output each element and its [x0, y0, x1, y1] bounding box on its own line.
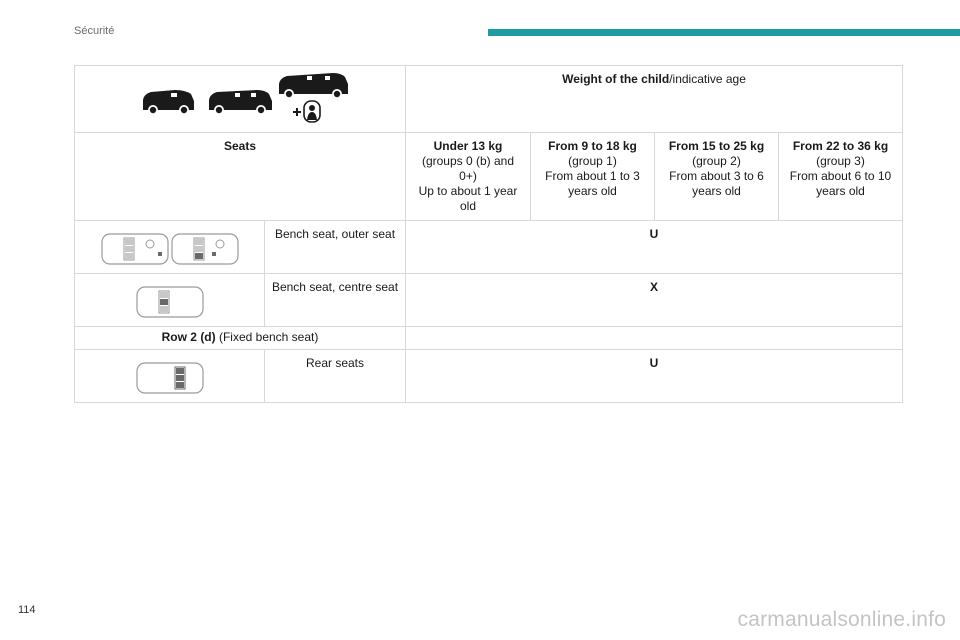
page-number: 114	[18, 604, 36, 616]
seat-layout-icon	[135, 285, 205, 319]
weight-header-bold: Weight of the child	[562, 72, 670, 86]
column-title: Under 13 kg	[433, 139, 503, 153]
vehicle-icons-cell	[75, 66, 406, 132]
child-seat-icon	[293, 101, 320, 122]
table-section-row	[75, 327, 903, 350]
column-age: From about 3 to 6 years old	[669, 169, 764, 198]
column-age: From about 1 to 3 years old	[545, 169, 640, 198]
column-age: Up to about 1 year old	[418, 184, 518, 213]
van-icons-group	[75, 66, 406, 132]
column-title: From 15 to 25 kg	[668, 139, 765, 153]
column-group: (group 1)	[568, 154, 617, 168]
column-group: (group 2)	[692, 154, 741, 168]
seat-value-cell: U	[406, 350, 903, 402]
weight-header-rest: /indicative age	[669, 72, 746, 86]
section-title: Sécurité	[74, 25, 115, 37]
van-icon	[279, 73, 348, 99]
weight-header-cell	[406, 66, 903, 132]
seat-layout-cell	[75, 274, 265, 326]
child-seat-table	[74, 65, 903, 403]
seats-label-cell: Seats	[75, 133, 406, 220]
seat-value-cell: X	[406, 274, 903, 326]
column-9-18kg	[531, 133, 655, 220]
column-group: (group 3)	[816, 154, 865, 168]
watermark: carmanualsonline.info	[737, 608, 946, 631]
section-label-rest: (Fixed bench seat)	[215, 330, 319, 344]
seat-label-cell: Bench seat, centre seat	[265, 274, 406, 326]
section-label-cell	[75, 327, 406, 349]
column-22-36kg	[779, 133, 903, 220]
table-header-row	[75, 66, 903, 133]
section-empty-cell	[406, 327, 903, 349]
column-age: From about 6 to 10 years old	[789, 169, 892, 198]
seat-layout-icon	[100, 232, 240, 266]
column-under-13kg	[406, 133, 531, 220]
column-title: From 9 to 18 kg	[548, 139, 637, 153]
section-label-bold: Row 2 (d)	[161, 330, 216, 344]
table-subheader-row	[75, 133, 903, 221]
table-row	[75, 350, 903, 403]
header-accent-bar	[488, 29, 960, 36]
seat-label-cell: Rear seats	[265, 350, 406, 402]
van-icon	[143, 90, 194, 115]
seat-layout-icon	[135, 361, 205, 395]
column-title: From 22 to 36 kg	[792, 139, 889, 153]
seat-value-cell: U	[406, 221, 903, 273]
seat-layout-cell	[75, 350, 265, 402]
van-icon	[209, 90, 272, 115]
column-15-25kg	[655, 133, 779, 220]
seat-label-cell: Bench seat, outer seat	[265, 221, 406, 273]
table-row	[75, 221, 903, 274]
table-row	[75, 274, 903, 327]
column-group: (groups 0 (b) and 0+)	[421, 154, 515, 183]
seat-layout-cell	[75, 221, 265, 273]
